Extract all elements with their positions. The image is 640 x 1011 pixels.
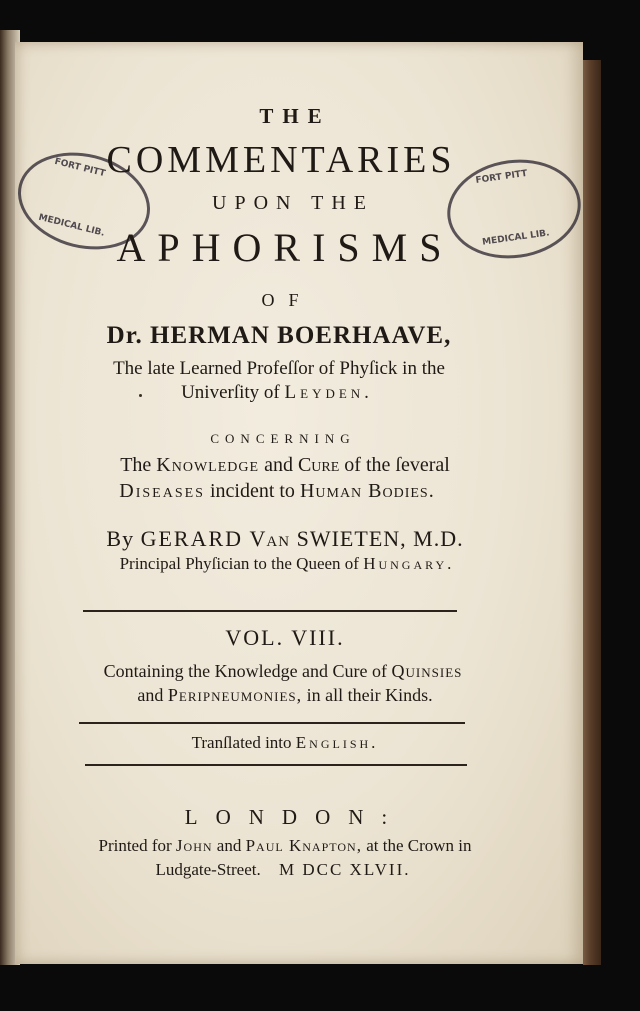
subject-word-several: of the ſeveral: [344, 454, 450, 476]
contents-text-1: Containing the Knowledge and Cure of: [103, 661, 388, 681]
divider-rule-2: [79, 722, 465, 724]
subject-word-and: and: [264, 454, 293, 476]
contents-and: and: [137, 685, 164, 705]
book-spine: [583, 60, 601, 965]
imprint-printer-line-1: [1, 836, 569, 856]
imprint-crown: at the Crown in: [366, 836, 472, 855]
imprint-john: John: [175, 836, 213, 855]
subject-line-1: [1, 454, 569, 477]
volume-contents-line-2: [1, 685, 569, 706]
imprint-printer-line-2: [0, 860, 567, 880]
translation-language: English.: [295, 733, 379, 752]
title-aphorisms: APHORISMS: [116, 225, 454, 270]
title-commentaries: COMMENTARIES: [106, 139, 456, 181]
imprint-printed-for: Printed for: [98, 836, 172, 855]
author-description-line-1: The late Learned Profeſſor of Phyſick in the: [113, 358, 445, 379]
editor-country: Hungary.: [363, 554, 455, 573]
divider-rule-3: [85, 764, 467, 766]
subject-word-human-bodies: Human Bodies.: [299, 480, 435, 502]
editor-van: Van: [249, 526, 291, 551]
subject-word-incident: incident to: [209, 480, 295, 502]
imprint-date: M DCC XLVII.: [278, 860, 411, 879]
divider-rule-1: [83, 610, 457, 612]
editor-title: Principal Phyſician to the Queen of: [119, 554, 359, 573]
imprint-and: and: [216, 836, 242, 855]
stray-mark: [139, 394, 142, 397]
author-name: Dr. HERMAN BOERHAAVE,: [106, 322, 452, 349]
title-of: OF: [261, 290, 313, 310]
editor-by: By: [106, 526, 135, 551]
stamp-left-top-text: FORT PITT: [53, 156, 107, 180]
translation-note: [1, 733, 569, 753]
contents-quinsies: Quinsies: [391, 661, 463, 681]
translation-text: Tranſlated into: [191, 733, 292, 752]
concerning-heading: CONCERNING: [210, 431, 356, 446]
subject-word-the: The: [120, 454, 152, 476]
subject-word-diseases: Diseases: [119, 480, 205, 502]
author-description-line-2: [0, 382, 561, 404]
stamp-left-bottom-text: MEDICAL LIB.: [37, 212, 106, 239]
imprint-city: LONDON:: [184, 805, 406, 829]
imprint-street: Ludgate-Street.: [155, 860, 261, 879]
editor-description: [3, 554, 571, 574]
editor-first-name: GERARD: [140, 526, 244, 551]
editor-surname: SWIETEN, M.D.: [296, 526, 464, 551]
stamp-right-bottom-text: MEDICAL LIB.: [481, 228, 551, 248]
contents-text-2: in all their Kinds.: [306, 685, 433, 705]
title-page: [15, 42, 583, 964]
editor-name: [1, 526, 569, 552]
title-upon-the: UPON THE: [212, 192, 374, 214]
author-university-city: Leyden.: [284, 382, 373, 403]
author-university-text: Univerſity of: [181, 382, 280, 403]
stamp-right-top-text: FORT PITT: [475, 168, 528, 187]
subject-word-cure: Cure: [297, 454, 340, 476]
imprint-paul-knapton: Paul Knapton,: [245, 836, 362, 855]
subject-line-2: [0, 480, 561, 503]
title-the: THE: [259, 104, 331, 128]
subject-word-knowledge: Knowledge: [156, 454, 260, 476]
volume-contents-line-1: [0, 661, 567, 682]
contents-peripneumonies: Peripneumonies,: [167, 685, 303, 705]
volume-number: VOL. VIII.: [225, 625, 345, 650]
